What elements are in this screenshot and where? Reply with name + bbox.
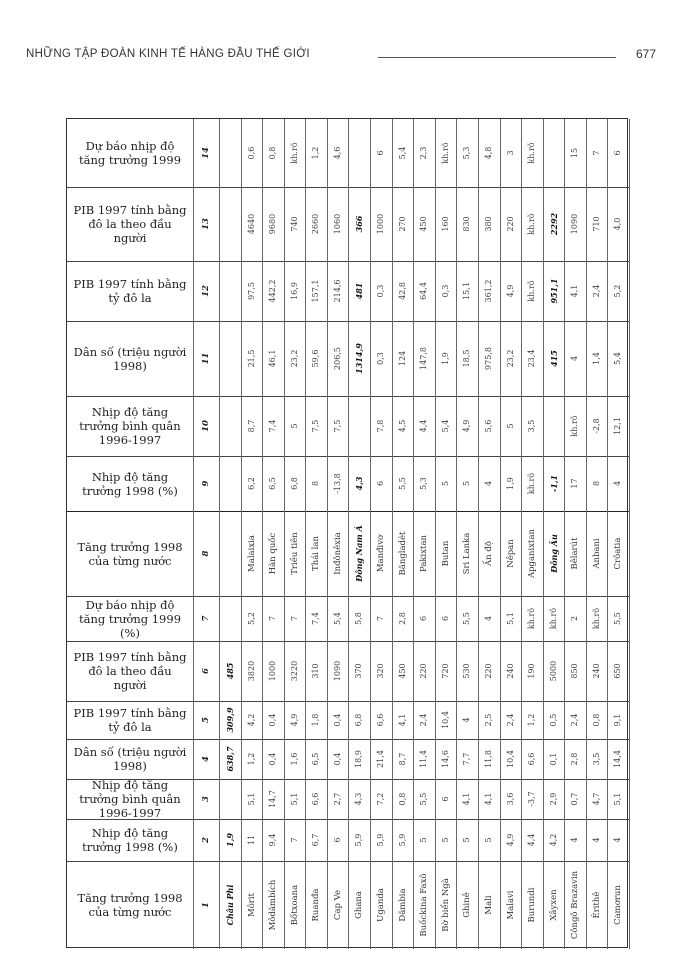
country-name: Bêlarút bbox=[570, 537, 581, 570]
table-cell: 6 bbox=[419, 615, 429, 622]
table-cell: 4,1 bbox=[397, 713, 407, 727]
country-name: Châu Phi bbox=[224, 884, 235, 926]
table-cell: 23,2 bbox=[505, 349, 515, 368]
table-cell: 5000 bbox=[548, 660, 558, 682]
table-cell: 5,9 bbox=[376, 833, 386, 847]
table-cell: 4 bbox=[462, 717, 472, 723]
country-name: Triều tiên bbox=[289, 532, 300, 575]
running-title: NHỮNG TẬP ĐOÀN KINH TẾ HÀNG ĐẦU THẾ GIỚI bbox=[26, 48, 310, 60]
table-cell: 4,1 bbox=[570, 284, 580, 298]
table-cell: 5 bbox=[505, 423, 515, 429]
table-cell: 5,4 bbox=[333, 612, 343, 625]
table-cell: 710 bbox=[592, 216, 602, 232]
page-header bbox=[26, 46, 656, 66]
table-cell: 4,4 bbox=[419, 419, 429, 433]
table-cell: 6 bbox=[376, 480, 386, 487]
table-cell: 2,8 bbox=[397, 612, 407, 625]
table-cell: 4640 bbox=[246, 213, 256, 235]
table-cell: 6,8 bbox=[354, 713, 364, 727]
table-cell: 6,8 bbox=[290, 477, 300, 490]
table-cell: 4,1 bbox=[462, 792, 472, 806]
table-cell: 270 bbox=[397, 216, 407, 232]
table-cell: 5,3 bbox=[462, 146, 472, 160]
header-rule bbox=[378, 57, 616, 58]
country-name: Môrit bbox=[246, 892, 257, 918]
table-cell: 23,2 bbox=[290, 349, 300, 368]
table-cell: 4,9 bbox=[290, 713, 300, 727]
column-index: 10 bbox=[201, 420, 211, 432]
table-cell: 5 bbox=[290, 423, 300, 429]
table-cell: 12,1 bbox=[613, 417, 623, 435]
country-name: Êrithê bbox=[591, 891, 602, 919]
table-cell: 0,5 bbox=[548, 713, 558, 727]
column-label: Nhịp độ tăng trưởng 1998 (%) bbox=[82, 826, 178, 854]
column-label: PIB 1997 tính bằng tỷ đô la bbox=[73, 706, 187, 734]
country-name: Hàn quốc bbox=[267, 532, 278, 575]
table-cell: 2,4 bbox=[505, 713, 515, 727]
table-cell: 14,4 bbox=[613, 750, 623, 768]
table-cell: kh.rõ bbox=[527, 142, 537, 164]
table-cell: kh.rõ bbox=[527, 607, 537, 630]
table-cell: 1,2 bbox=[246, 752, 256, 766]
table-cell: 2,9 bbox=[548, 792, 558, 806]
table-cell: 10,4 bbox=[505, 750, 515, 768]
table-cell: 8 bbox=[592, 480, 602, 487]
country-name: Apganixtan bbox=[526, 528, 537, 579]
table-cell: 5,8 bbox=[354, 612, 364, 625]
table-cell: 7 bbox=[592, 150, 602, 156]
column-label: Tăng trưởng 1998 của từng nước bbox=[77, 539, 183, 568]
table-cell: 1,6 bbox=[290, 752, 300, 766]
table-cell: 8,7 bbox=[246, 419, 256, 433]
table-cell: 10,4 bbox=[441, 711, 451, 729]
table-cell: 4,9 bbox=[462, 419, 472, 433]
country-name: Ghana bbox=[354, 891, 365, 919]
table-cell: 4,6 bbox=[333, 146, 343, 160]
column-label: Nhịp độ tăng trưởng bình quân 1996-1997 bbox=[79, 405, 181, 447]
table-cell: 3,5 bbox=[592, 752, 602, 766]
table-cell: 23,4 bbox=[527, 349, 537, 368]
table-cell: 5 bbox=[441, 480, 451, 487]
table-cell: 320 bbox=[376, 663, 386, 679]
column-index: 4 bbox=[201, 756, 211, 762]
column-label: Dự báo nhịp độ tăng trưởng 1999 (%) bbox=[78, 597, 182, 640]
table-cell: 4 bbox=[613, 837, 623, 843]
table-cell: 740 bbox=[290, 216, 300, 232]
country-name: Crôatia bbox=[613, 537, 624, 570]
table-cell: 1,9 bbox=[441, 352, 451, 365]
column-divider bbox=[629, 119, 630, 949]
country-name: Ấn độ bbox=[483, 541, 494, 566]
table-cell: 0,7 bbox=[570, 792, 580, 806]
table-cell: 415 bbox=[548, 350, 559, 367]
table-cell: 5,5 bbox=[419, 792, 429, 806]
table-cell: 975,8 bbox=[484, 347, 494, 370]
table-cell: kh.rõ bbox=[441, 142, 451, 164]
country-name: Uganda bbox=[375, 888, 386, 922]
table-cell: 6,2 bbox=[246, 477, 256, 490]
table-cell: 3220 bbox=[290, 660, 300, 682]
table-cell: 6 bbox=[333, 837, 343, 843]
table-cell: 9,4 bbox=[268, 833, 278, 847]
table-cell: 2 bbox=[570, 615, 580, 622]
table-cell: 7,7 bbox=[462, 752, 472, 766]
column-index: 11 bbox=[201, 352, 211, 365]
table-cell: 0,4 bbox=[333, 713, 343, 727]
table-cell: 3 bbox=[505, 150, 515, 156]
table-cell: 5,6 bbox=[484, 419, 494, 433]
table-cell: 4 bbox=[484, 480, 494, 487]
table-cell: 9,1 bbox=[613, 713, 623, 727]
table-cell: 310 bbox=[311, 663, 321, 679]
table-cell: 2,3 bbox=[419, 146, 429, 160]
table-cell: 4,2 bbox=[246, 713, 256, 727]
table-cell: 5,9 bbox=[397, 833, 407, 847]
table-cell: 481 bbox=[354, 282, 365, 300]
table-cell: 6,5 bbox=[311, 752, 321, 766]
country-name: Môdămbích bbox=[267, 879, 278, 931]
table-cell: 6,6 bbox=[376, 713, 386, 727]
table-cell: 5 bbox=[441, 837, 451, 843]
table-cell: 5,2 bbox=[613, 284, 623, 298]
table-cell: 7 bbox=[290, 615, 300, 622]
table-cell: 650 bbox=[613, 663, 623, 679]
table-cell: 3820 bbox=[246, 660, 256, 682]
table-cell: 638,7 bbox=[224, 746, 235, 772]
table-cell: 0,6 bbox=[246, 146, 256, 160]
table-cell: 15 bbox=[570, 147, 580, 159]
table-cell: 124 bbox=[397, 350, 407, 367]
table-cell: 4,4 bbox=[527, 833, 537, 847]
table-cell: 160 bbox=[441, 216, 451, 232]
country-name: Burundi bbox=[526, 887, 537, 923]
table-cell: 2292 bbox=[548, 212, 559, 236]
table-cell: 0,3 bbox=[441, 284, 451, 298]
table-cell: 4,3 bbox=[354, 476, 365, 491]
table-cell: kh.rõ bbox=[527, 280, 537, 302]
country-name: Băngladét bbox=[397, 531, 408, 576]
table-cell: 5,1 bbox=[613, 792, 623, 806]
table-cell: 366 bbox=[354, 215, 365, 233]
table-cell: 2,4 bbox=[419, 713, 429, 727]
column-label: PIB 1997 tính bằng tỷ đô la bbox=[73, 277, 187, 305]
table-cell: 5,2 bbox=[246, 612, 256, 625]
table-cell: 4,1 bbox=[484, 792, 494, 806]
table-cell: 0,8 bbox=[268, 146, 278, 160]
table-cell: 5,3 bbox=[419, 477, 429, 490]
column-label: Tăng trưởng 1998 của từng nước bbox=[77, 891, 183, 919]
country-name: Đông Nam Á bbox=[354, 525, 365, 582]
table-cell: 18,9 bbox=[354, 750, 364, 768]
table-cell: 6 bbox=[376, 150, 386, 156]
table-cell: 240 bbox=[592, 663, 602, 679]
table-cell: 830 bbox=[462, 216, 472, 232]
table-cell: 59,6 bbox=[311, 349, 321, 368]
column-label: Nhịp độ tăng trưởng bình quân 1996-1997 bbox=[79, 778, 181, 820]
country-name: Đông Âu bbox=[548, 534, 559, 573]
country-name: Thái lan bbox=[311, 536, 322, 571]
country-name: Sri Lanka bbox=[462, 532, 473, 575]
column-index: 13 bbox=[201, 218, 211, 230]
table-cell: 380 bbox=[484, 216, 494, 232]
table-cell: 190 bbox=[527, 663, 537, 679]
table-cell: 7 bbox=[268, 615, 278, 622]
table-cell: 1090 bbox=[570, 213, 580, 235]
table-cell: 17 bbox=[570, 478, 580, 489]
table-cell: 2660 bbox=[311, 213, 321, 235]
country-name: Camơrun bbox=[613, 885, 624, 925]
table-cell: 6,5 bbox=[268, 477, 278, 490]
table-cell: 4,2 bbox=[548, 833, 558, 847]
table-cell: -13,8 bbox=[333, 473, 343, 494]
table-cell: 5,5 bbox=[397, 477, 407, 490]
table-cell: -1,1 bbox=[548, 474, 559, 493]
country-name: Mali bbox=[483, 895, 494, 915]
column-label: Nhịp độ tăng trưởng 1998 (%) bbox=[82, 469, 178, 498]
column-label: Dân số (triệu người 1998) bbox=[73, 344, 187, 373]
table-cell: 7,5 bbox=[311, 419, 321, 433]
table-cell: 2,7 bbox=[333, 792, 343, 806]
column-index: 3 bbox=[201, 796, 211, 802]
table-cell: 4,8 bbox=[484, 146, 494, 160]
table-cell: 1,2 bbox=[527, 713, 537, 727]
table-cell: 0,8 bbox=[397, 792, 407, 806]
table-cell: 1,9 bbox=[224, 833, 235, 847]
table-cell: 5 bbox=[462, 480, 472, 487]
table-cell: 240 bbox=[505, 663, 515, 679]
table-cell: 4 bbox=[570, 355, 580, 362]
table-cell: 4,0 bbox=[613, 217, 623, 231]
table-cell: 1314,9 bbox=[354, 343, 365, 374]
table-cell: 157,1 bbox=[311, 279, 321, 303]
table-cell: kh.rõ bbox=[527, 213, 537, 235]
table-cell: 7 bbox=[290, 837, 300, 843]
table-cell: 2,8 bbox=[570, 752, 580, 766]
table-cell: 309,9 bbox=[224, 707, 235, 733]
table-cell: 1000 bbox=[376, 213, 386, 235]
table-cell: kh.rõ bbox=[592, 607, 602, 630]
table-cell: 4,5 bbox=[397, 419, 407, 433]
table-cell: 14,6 bbox=[441, 750, 451, 768]
country-name: Bờ biển Ngà bbox=[440, 878, 451, 932]
column-label: Dân số (triệu người 1998) bbox=[73, 745, 187, 773]
table-cell: 0,4 bbox=[268, 752, 278, 766]
table-cell: 1,4 bbox=[592, 352, 602, 365]
table-cell: 5,1 bbox=[505, 612, 515, 625]
table-cell: 6 bbox=[441, 615, 451, 622]
table-cell: 5,9 bbox=[354, 833, 364, 847]
column-label: Dự báo nhịp độ tăng trưởng 1999 bbox=[78, 139, 182, 167]
table-cell: 64,4 bbox=[419, 282, 429, 300]
table-cell: 1,9 bbox=[505, 477, 515, 490]
country-name: Malaixia bbox=[246, 535, 257, 572]
table-cell: 5,1 bbox=[290, 792, 300, 806]
column-index: 5 bbox=[201, 717, 211, 723]
table-cell: 4,3 bbox=[354, 792, 364, 806]
table-cell: 530 bbox=[462, 663, 472, 679]
table-cell: 370 bbox=[354, 663, 364, 679]
table-cell: 2,4 bbox=[592, 284, 602, 298]
country-name: Ghinê bbox=[462, 892, 473, 918]
country-name: Pakixtan bbox=[418, 534, 429, 573]
table-cell: 21,4 bbox=[376, 750, 386, 768]
table-cell: 1060 bbox=[333, 213, 343, 235]
table-cell: 951,1 bbox=[548, 278, 559, 304]
table-cell: 0,4 bbox=[268, 713, 278, 727]
column-index: 1 bbox=[201, 902, 211, 908]
table-cell: 8,7 bbox=[397, 752, 407, 766]
table-cell: 7,4 bbox=[311, 612, 321, 625]
table-cell: 0,4 bbox=[333, 752, 343, 766]
table-cell: kh.rõ bbox=[570, 415, 580, 437]
table-cell: 6,6 bbox=[527, 752, 537, 766]
country-name: Dămbia bbox=[397, 888, 408, 922]
table-cell: 2,5 bbox=[484, 713, 494, 727]
table-cell: 7,5 bbox=[333, 419, 343, 433]
table-cell: 450 bbox=[397, 663, 407, 679]
country-name: Malavi bbox=[505, 890, 516, 920]
table-cell: 4,9 bbox=[505, 833, 515, 847]
table-cell: 0,8 bbox=[592, 713, 602, 727]
table-cell: 361,2 bbox=[484, 279, 494, 303]
table-cell: 15,1 bbox=[462, 282, 472, 300]
table-cell: 1000 bbox=[268, 660, 278, 682]
table-cell: 450 bbox=[419, 216, 429, 232]
table-cell: 5 bbox=[484, 837, 494, 843]
table-cell: 4 bbox=[592, 837, 602, 843]
table-cell: 16,9 bbox=[290, 282, 300, 300]
table-cell: 6,7 bbox=[311, 833, 321, 847]
table-cell: 11 bbox=[246, 834, 256, 846]
table-cell: 485 bbox=[224, 662, 235, 680]
table-cell: 4,9 bbox=[505, 284, 515, 298]
column-index: 7 bbox=[201, 615, 211, 622]
table-cell: kh.rõ bbox=[548, 607, 558, 630]
table-cell: 8 bbox=[311, 480, 321, 487]
table-cell: 4 bbox=[570, 837, 580, 843]
table-cell: 21,5 bbox=[246, 349, 256, 368]
table-cell: 5 bbox=[462, 837, 472, 843]
table-cell: 6,6 bbox=[311, 792, 321, 806]
table-cell: 5,4 bbox=[397, 146, 407, 160]
table-cell: 220 bbox=[484, 663, 494, 679]
table-cell: 220 bbox=[419, 663, 429, 679]
table-cell: 1,8 bbox=[311, 713, 321, 727]
country-name: Anbani bbox=[591, 538, 602, 569]
statistics-table bbox=[66, 118, 628, 948]
table-cell: 14,7 bbox=[268, 790, 278, 808]
table-cell: kh.rõ bbox=[527, 472, 537, 495]
country-name: Ruanđa bbox=[311, 888, 322, 922]
column-index: 12 bbox=[201, 285, 211, 297]
table-cell: 1,2 bbox=[311, 146, 321, 160]
table-cell: 9680 bbox=[268, 213, 278, 235]
country-name: Manđivơ bbox=[375, 534, 386, 573]
table-cell: 214,6 bbox=[333, 279, 343, 303]
table-cell: 18,5 bbox=[462, 349, 472, 368]
country-name: Xâyxen bbox=[548, 889, 559, 921]
table-cell: 442,2 bbox=[268, 279, 278, 303]
table-cell: 7,2 bbox=[376, 792, 386, 806]
country-name: Cap Ve bbox=[332, 889, 343, 921]
page-number: 677 bbox=[635, 47, 656, 61]
country-name: Inđônêxia bbox=[332, 532, 343, 575]
table-cell: 4 bbox=[484, 615, 494, 622]
table-cell: 42,8 bbox=[397, 282, 407, 300]
table-cell: 5,5 bbox=[613, 612, 623, 625]
column-index: 14 bbox=[201, 147, 211, 159]
column-index: 6 bbox=[201, 668, 211, 674]
table-cell: 46,1 bbox=[268, 349, 278, 368]
table-cell: 3,6 bbox=[505, 792, 515, 806]
table-cell: 220 bbox=[505, 216, 515, 232]
table-cell: 6 bbox=[613, 150, 623, 156]
table-cell: 0,1 bbox=[548, 752, 558, 766]
column-index: 2 bbox=[201, 837, 211, 843]
table-cell: 11,8 bbox=[484, 750, 494, 768]
table-cell: 4 bbox=[613, 480, 623, 487]
table-cell: 720 bbox=[441, 663, 451, 679]
column-label: PIB 1997 tính bằng đô la theo đầu người bbox=[73, 650, 187, 692]
table-cell: 5,5 bbox=[462, 612, 472, 625]
country-name: Côngô Brazavin bbox=[570, 870, 581, 940]
table-cell: -2,8 bbox=[592, 418, 602, 434]
column-label: PIB 1997 tính bằng đô la theo đầu người bbox=[73, 203, 187, 245]
table-cell: 11,4 bbox=[419, 750, 429, 768]
table-cell: 1090 bbox=[333, 660, 343, 682]
table-cell: -3,7 bbox=[527, 791, 537, 807]
table-cell: 6 bbox=[441, 796, 451, 802]
table-cell: 4,7 bbox=[592, 792, 602, 806]
country-name: Bốtxoana bbox=[289, 884, 300, 926]
table-cell: 0,3 bbox=[376, 352, 386, 365]
table-cell: 7,8 bbox=[376, 419, 386, 433]
table-cell: 5,4 bbox=[441, 419, 451, 433]
table-cell: 5,1 bbox=[246, 792, 256, 806]
table-cell: 147,8 bbox=[419, 347, 429, 370]
table-cell: 7,4 bbox=[268, 419, 278, 433]
table-cell: 850 bbox=[570, 663, 580, 679]
table-cell: 97,5 bbox=[246, 282, 256, 300]
table-cell: 206,5 bbox=[333, 347, 343, 370]
table-cell: 7 bbox=[376, 615, 386, 622]
country-name: Buốckina Faxô bbox=[418, 873, 429, 937]
table-cell: 5,4 bbox=[613, 352, 623, 365]
table-cell: kh.rõ bbox=[290, 142, 300, 164]
country-name: Nêpan bbox=[505, 539, 516, 568]
column-index: 8 bbox=[201, 550, 211, 557]
table-cell: 0,3 bbox=[376, 284, 386, 298]
table-cell: 5 bbox=[419, 837, 429, 843]
country-name: Butan bbox=[440, 540, 451, 567]
table-cell: 3,5 bbox=[527, 419, 537, 433]
table-cell: 2,4 bbox=[570, 713, 580, 727]
column-index: 9 bbox=[201, 480, 211, 487]
